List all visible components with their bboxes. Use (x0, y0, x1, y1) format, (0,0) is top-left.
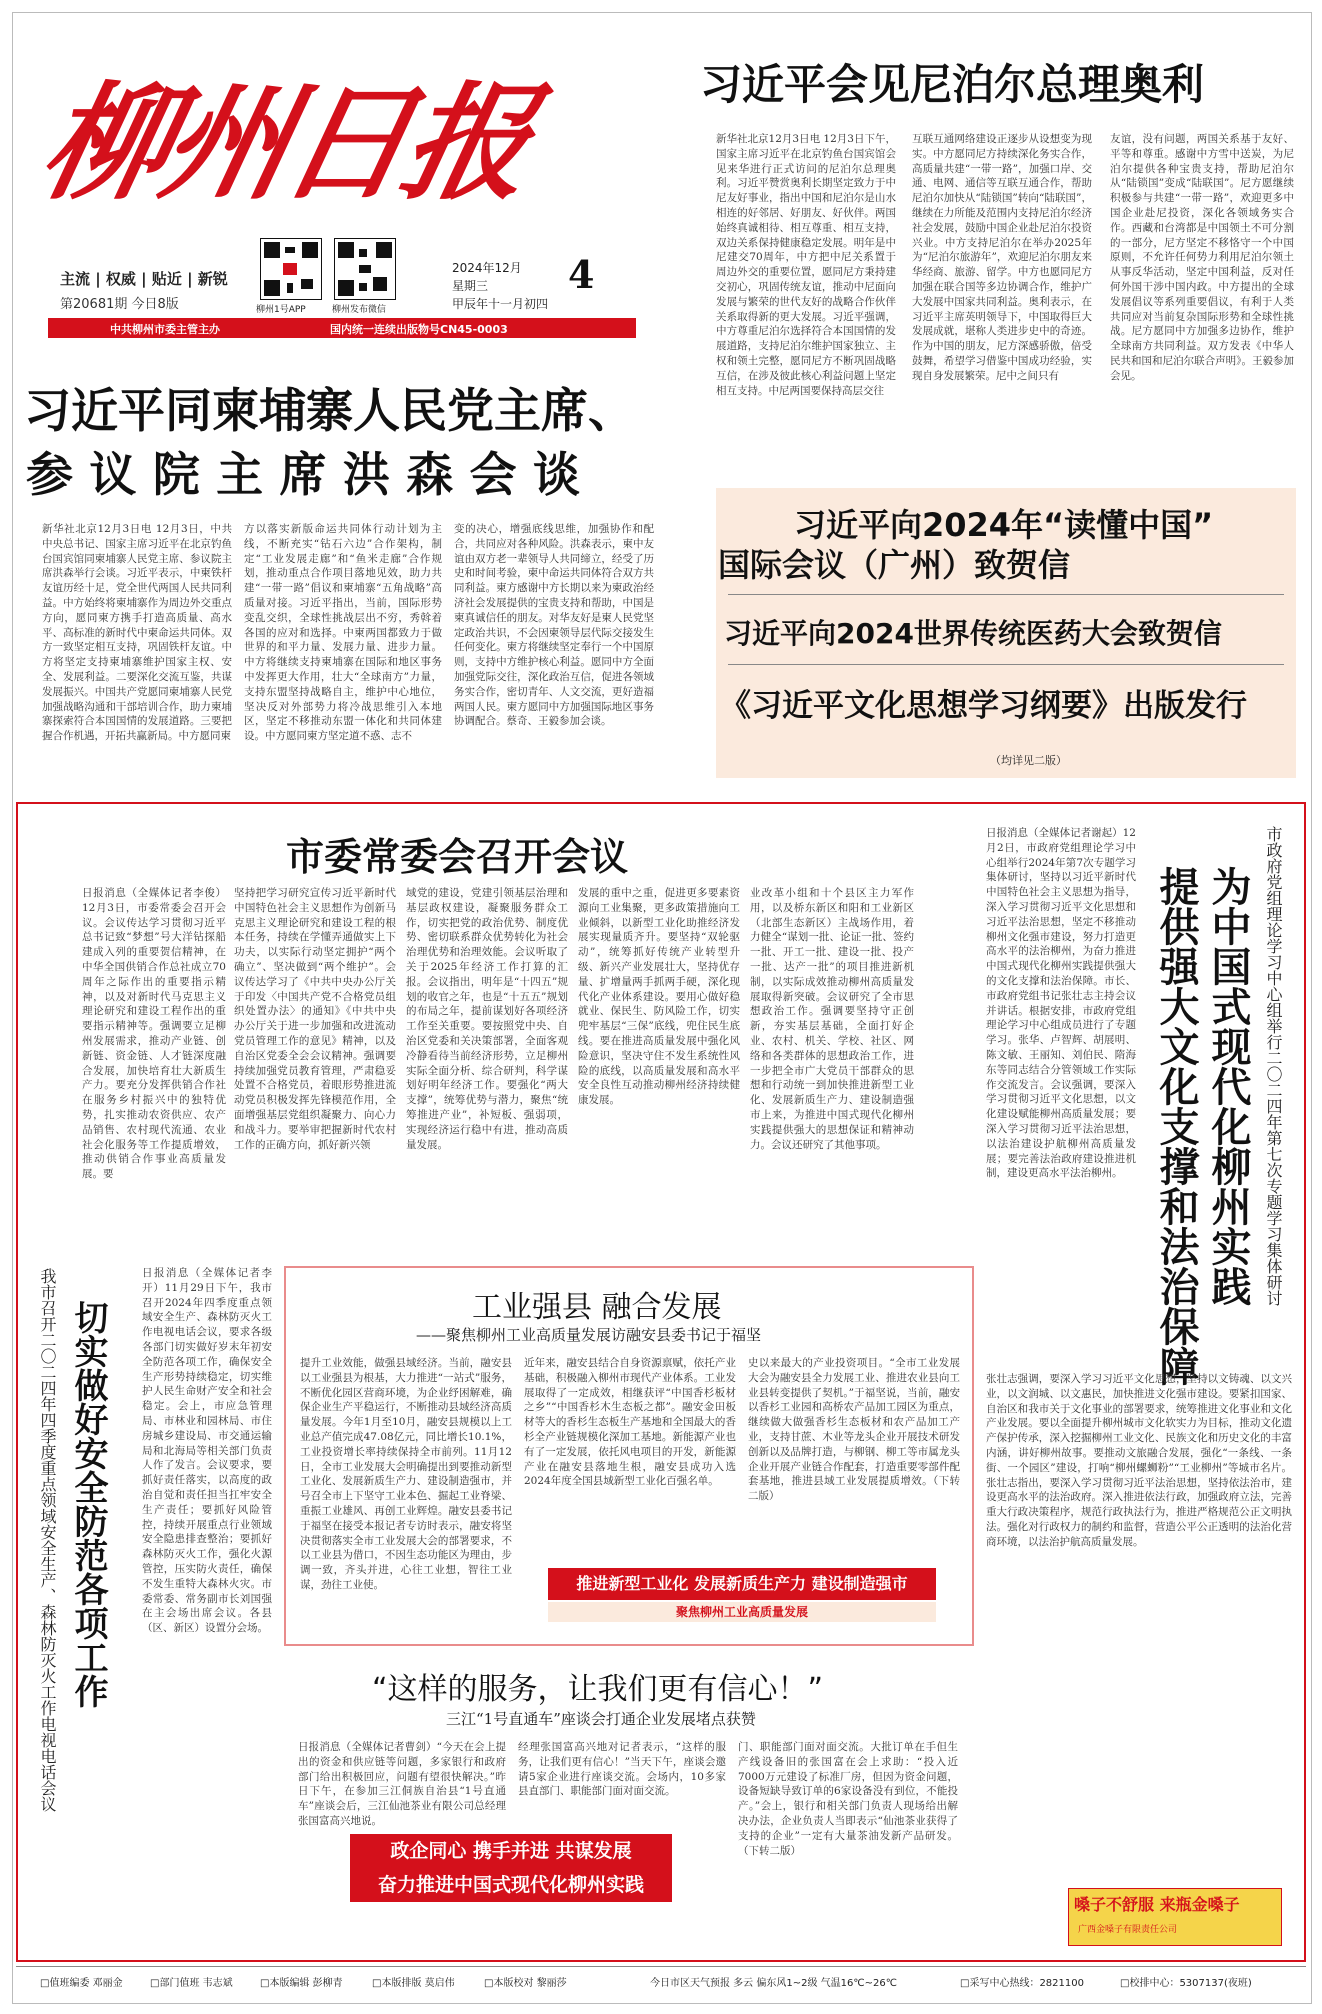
theory-headline-2: 提供强大文化支撑和法治保障 (1153, 866, 1199, 1386)
hunsen-col-2: 方以落实新版命运共同体行动计划为主线，不断充实“钻石六边”合作架构，制定“工业发展走廊”和“鱼米走廊”合作规划，推动重点合作项目落地见效，助力共建“一带一路”倡议和柬埔寨“五角战略”高质量对接。习近平指出，当前，国际形势变乱交织，全球性挑战层出不穷，秀斡着各国的应对和选择。中柬两国都致力于做世界的和平力量、发展力量、进步力量。中方将继续支持柬埔寨在国际和地区事务中发挥更大作用，壮大“全球南方”力量，支持东盟坚持战略自主，维护中心地位，坚决反对外部势力将冷战思维引入本地区，坚定不移推动东盟一体化和共同体建设。中方愿同柬方坚定道不惑、志不 (244, 523, 442, 743)
cn-number: 国内统一连续出版物号CN45-0003 (330, 323, 508, 336)
nepal-col-2: 互联互通网络建设正逐步从设想变为现实。中方愿同尼方持续深化务实合作，高质量共建“一带一路”，加强口岸、交通、电网、通信等互联互通合作，帮助尼泊尔加快从“陆锁国”转向“陆联国”，继续在力所能及范围内支持尼泊尔经济社会发展，鼓励中国企业赴尼泊尔投资兴业。中方支持尼泊尔在举办2025年为“尼泊尔旅游年”，欢迎尼泊尔朋友来华经商、旅游、留学。中方也愿同尼方加强在联合国等多边协调合作，维护广大发展中国家共同利益。奥利表示，在习近平主席英明领导下，中国取得巨大发展成就，堪称人类进步史中的奇迹。作为中国的朋友，尼方深感骄傲，倍受鼓舞，希望学习借鉴中国成功经验，实现自身发展繁荣。尼中之间只有 (912, 133, 1092, 382)
industry-col-3: 史以来最大的产业投资项目。“全市工业发展大会为融安县全力发展工业、推进农业县向工业县转变提供了契机。”于福坚说，当前，融安以香杉工业园和高桥农产品加工园区为重点，继续做大做强香杉生态板材和农产品加工产业，支持甘蔗、木业等龙头企业开展技术研发创新以及品牌打造，与柳钢、柳工等市属龙头企业开展产业链合作配套，打造重要零部件配套基地，推进县域工业发展提质增效。（下转二版） (748, 1357, 960, 1503)
headline-hunsen-2: 参 议 院 主 席 洪 森 会 谈 (26, 448, 580, 503)
qr1-label: 柳州1号APP (256, 305, 306, 315)
footer-rule (16, 1966, 1306, 1967)
standing-col-5: 业改革小组和十个县区主力军作用，以及桥东新区和阳和工业新区（北部生态新区）主战场作用，着力健全“谋划一批、论证一批、签约一批、开工一批、建设一批、投产一批、达产一批”的项目推进新机制，以实际成效推动柳州高质量发展取得新突破。会议研究了全市思想政治工作。强调要坚持守正创新，夯实基层基础，全面打好企业、农村、机关、学校、社区、网络和各类群体的思想政治工作，进一步把全市广大党员干部群众的思想和行动统一到加快推进新型工业化、发展新质生产力、建设制造强市上来，为推进中国式现代化柳州实践提供强大的思想保证和精神动力。会议还研究了其他事项。 (750, 887, 914, 1151)
greeting-1b: 国际会议（广州）致贺信 (718, 546, 1071, 584)
footer-editor-on-duty: □值班编委 邓丽金 (40, 1978, 123, 1989)
safety-body: 日报消息（全媒体记者李开）11月29日下午，我市召开2024年四季度重点领域安全生产、森林防灭火工作电视电话会议，要求各级各部门切实做好岁末年初安全防范各项工作，确保安全生产形势持续稳定，切实维护人民生命财产安全和社会稳定。会上，市应急管理局、市林业和园林局、市住房城乡建设局、市交通运输局和北海局等相关部门负责人作了发言。会议要求，要抓好责任落实，以高度的政治自觉和责任担当扛牢安全生产责任；要抓好风险管控，持续开展重点行业领域安全隐患排查整治；要抓好森林防灭火工作，强化火源管控，压实防火责任，确保不发生重特大森林火灾。市委常委、常务副市长刘国强在主会场出席会议。各县（区、新区）设置分会场。 (142, 1267, 272, 1635)
footer-dept: □部门值班 韦志斌 (150, 1978, 233, 1989)
greetings-note: （均详见二版） (990, 754, 1067, 767)
greeting-2: 习近平向2024世界传统医药大会致贺信 (724, 617, 1222, 650)
service-col-1: 日报消息（全媒体记者曹剑）“今天在会上提出的资金和供应链等问题，多家银行和政府部门给出积极回应，问题有望很快解决。”昨日下午，在参加三江侗族自治县“1号直通车”座谈会后，三江仙池茶业有限公司总经理张国富高兴地说。 (298, 1741, 506, 1827)
safety-subhead: 我市召开二〇二四年四季度重点领域安全生产、森林防灭火工作电视电话会议 (38, 1268, 57, 1812)
standing-col-1: 日报消息（全媒体记者李俊）12月3日，市委常委会召开会议。会议传达学习贯彻习近平总书记致“梦想”号大洋钻探船建成入列的重要贺信精神，在中华全国供销合作总社成立70周年之际作出的重要指示精神，以及对新时代马克思主义理论研究和建设工程作出的重要指示精神等。强调要立足柳州发展需求，推动产业链、创新链、资金链、人才链深度融合发展，加快培育壮大新质生产力。要充分发挥供销合作社在服务乡村振兴中的独特优势，扎实推动农资供应、农产品销售、农村现代流通、农业社会化服务等工作提质增效，推动供销合作事业高质量发展。要 (82, 887, 226, 1181)
industry-headline: 工业强县 融合发展 (472, 1290, 722, 1325)
nepal-col-3: 友谊，没有问题，两国关系基于友好、平等和尊重。感谢中方雪中送炭，为尼泊尔提供各种宝贵支持，帮助尼泊尔从“陆锁国”变成“陆联国”。尼方愿继续积极参与共建“一带一路”，欢迎更多中国企业赴尼投资，深化各领域务实合作。西藏和台湾都是中国领土不可分割的一部分，尼方坚定不移恪守一个中国原则，不允许任何势力利用尼泊尔领土从事反华活动，坚定中国利益，反对任何外国干涉中国内政。中方提出的全球发展倡议等系列重要倡议，有利于人类共同应对当前复杂国际形势和全球性挑战。尼方愿同中方加强多边协作，维护全球南方共同利益。双方发表《中华人民共和国和尼泊尔联合声明》。王毅参加会见。 (1110, 133, 1294, 382)
standing-col-4: 发展的重中之重，促进更多要素资源向工业集聚，更多政策措施向工业倾斜，以新型工业化助推经济发展实现量质齐升。要坚持“双轮驱动”，统筹抓好传统产业转型升级、新兴产业发展壮大，坚持优存量、扩增量两手抓两手硬，深化现代化产业体系建设。要用心做好稳就业、保民生、防风险工作，切实兜牢基层“三保”底线，兜住民生底线。要在推进高质量发展中强化风险意识，坚决守住不发生系统性风险的底线，以高质量发展和高水平安全良性互动推动柳州经济持续健康发展。 (578, 887, 740, 1107)
qr-code-icon (334, 238, 396, 300)
industry-subhead: ——聚焦柳州工业高质量发展访融安县委书记于福坚 (416, 1326, 762, 1344)
footer-editor: □本版编辑 彭柳青 (260, 1978, 343, 1989)
footer-proof: □本版校对 黎丽莎 (484, 1978, 567, 1989)
date: 2024年12月 (452, 261, 522, 275)
footer-night: □校排中心：5307137(夜班) (1120, 1978, 1252, 1989)
footer-hotline: □采写中心热线：2821100 (960, 1978, 1084, 1989)
hunsen-col-3: 变的决心，增强底线思维，加强协作和配合，共同应对各种风险。洪森表示，柬中友谊由双方老一辈领导人共同缔立，经受了历史和时间考验，柬中命运共同体符合双方共同利益。柬方感谢中方长期以来为柬政治经济社会发展提供的宝贵支持和帮助，中国是柬真诚信任的朋友。对华友好是柬人民党坚定政治共识，不会因柬领导层代际交接发生任何变化。柬方将继续坚定奉行一个中国原则，支持中方维护核心利益。愿同中方全面加强党际交往，深化政治互信，促进各领域务实合作，密切青年、人文交流，更好造福两国人民。柬方愿同中方加强国际地区事务协调配合。蔡奇、王毅参加会谈。 (454, 523, 654, 728)
industry-col-2: 近年来，融安县结合自身资源禀赋，依托产业基础，积极融入柳州市现代产业体系。工业发展取得了一定成效，相继获评“中国香杉板材之乡”“中国香杉木生态板之都”。融安金田板材等大的香杉生态板生产基地和全国最大的香杉全产业链规模化深加工基地。新能源产业也有了一定发展，依托风电项目的开发，新能源产业在融安县落地生根，融安县成功入选2024年度全国县域新型工业化百强名单。 (524, 1357, 736, 1488)
footer-layout: □本版排版 莫启伟 (372, 1978, 455, 1989)
theory-subhead: 市政府党组理论学习中心组举行二〇二四年第七次专题学习集体研讨 (1264, 826, 1283, 1306)
standing-col-2: 坚持把学习研究宣传习近平新时代中国特色社会主义思想作为创新马克思主义理论研究和建设工程的根本任务，持续在学懂弄通做实上下功夫，以实际行动坚定拥护“两个确立”、坚决做到“两个维护”。会议传达学习了《中共中央办公厅关于印发〈中国共产党不合格党员组织处置办法〉的通知》《中共中央办公厅关于进一步加强和改进流动党员管理工作的意见》精神，以及自治区党委全会会议精神。强调要持续加强党员教育管理，严肃稳妥处置不合格党员，着眼形势推进流动党员积极发挥先锋模范作用，全面增强基层党组织凝聚力、向心力和战斗力。要举审把握新时代农村工作的正确方向，抓好新兴领 (234, 887, 396, 1151)
divider (728, 664, 1284, 665)
divider (728, 594, 1284, 595)
theory-col-2: 张壮志强调，要深入学习习近平文化思想，坚持以文铸魂、以文兴业，以文润城、以文惠民，加快推进文化强市建设。要紧扣国家、自治区和我市关于文化事业的部署要求，统筹推进文化事业和文化产业发展。要以全面提升柳州城市文化软实力为目标，推动文化遗产保护传承，深入挖掘柳州工业文化、民族文化和历史文化的丰富内涵，讲好柳州故事。要推动文旅融合发展，强化“一条线、一条街、一个园区”建设，打响“柳州螺蛳粉”“工业柳州”等城市名片。张壮志指出，要深入学习贯彻习近平法治思想，坚持依法治市，建设更高水平的法治政府。深入推进依法行政，加强政府立法，完善重大行政决策程序，规范行政执法行为，推进严格规范公正文明执法。强化对行政权力的制约和监督，营造公平公正透明的法治化营商环境，以法治护航高质量发展。 (986, 1373, 1292, 1548)
lunar-date: 甲辰年十一月初四 (452, 297, 549, 311)
masthead-issue: 第20681期 今日8版 (60, 297, 179, 312)
service-col-3: 门、职能部门面对面交流。大批订单在手但生产线设备旧的张国富在会上求助：“投入近7000万元建设了标准厂房，但因为资金问题，设备短缺导致订单的6家设备没有到位，不能投产。”会上，银行和相关部门负责人现场给出解决办法，企业负责人当即表示“仙池茶业获得了支持的企业”一定有大量茶油发新产品研发。（下转二版） (738, 1741, 958, 1857)
weekday: 星期三 (452, 279, 489, 293)
headline-hunsen-1: 习近平同柬埔寨人民党主席、 (24, 384, 635, 439)
greeting-1: 习近平向2024年“读懂中国” (794, 506, 1214, 544)
theory-col-1: 日报消息（全媒体记者谢起）12月2日，市政府党组理论学习中心组举行2024年第7次专题学习集体研讨，坚持以习近平新时代中国特色社会主义思想为指导，深入学习贯彻习近平文化思想和习近平法治思想，坚定不移推动柳州文化强市建设，努力打造更高水平的法治柳州，为奋力推进中国式现代化柳州实践提供强大的文化支撑和法治保障。市长、市政府党组书记张壮志主持会议并讲话。根据安排，市政府党组理论学习中心组成员进行了专题学习。张华、卢智辉、胡展明、陈文敏、王丽知、刘伯民、隋海东等同志结合分管领域工作实际作交流发言。会议强调，要深入学习贯彻习近平文化思想，以文化建设赋能柳州高质量发展；要深入学习贯彻习近平法治思想，以法治建设护航柳州高质量发展；要完善法治政府建设推进机制，建设更高水平法治柳州。 (986, 827, 1136, 1180)
masthead-slogan: 主流 | 权威 | 贴近 | 新锐 (60, 270, 228, 288)
greeting-3: 《习近平文化思想学习纲要》出版发行 (720, 688, 1247, 724)
nepal-col-1: 新华社北京12月3日电 12月3日下午，国家主席习近平在北京钓鱼台国宾馆会见来华进行正式访问的尼泊尔总理奥利。习近平赞赏奥利长期坚定致力于中尼友好事业，指出中国和尼泊尔是山水相连的好邻居、好朋友、好伙伴。两国始终真诚相待、相互尊重、相互支持，双边关系保持健康稳定发展。明年是中尼建交70周年，中方把中尼关系置于周边外交的重要位置，愿同尼方秉持建交初心，巩固传统友谊，推动中尼面向发展与繁荣的世代友好的战略合作伙伴关系取得新的更大发展。习近平强调，中方尊重尼泊尔选择符合本国国情的发展道路，支持尼泊尔维护国家独立、主权和领土完整，愿同尼方不断巩固战略互信，在涉及彼此核心利益问题上坚定相互支持。中尼两国要保持高层交往 (716, 133, 896, 397)
service-banner-2: 奋力推进中国式现代化柳州实践 (350, 1868, 672, 1902)
masthead-logo: 柳州日报 (29, 69, 541, 217)
safety-headline: 切实做好安全防范各项工作 (68, 1300, 108, 1708)
service-banner-1: 政企同心 携手并进 共谋发展 (350, 1834, 672, 1868)
ad-small: 广西金嗓子有限责任公司 (1078, 1925, 1178, 1935)
publisher: 中共柳州市委主管主办 (110, 323, 220, 336)
qr2-label: 柳州发布微信 (332, 305, 387, 315)
service-col-2: 经理张国富高兴地对记者表示，“这样的服务，让我们更有信心！”当天下午，座谈会邀请5家企业进行座谈交流。会场内，10多家县直部门、职能部门面对面交流。 (518, 1741, 726, 1798)
hunsen-col-1: 新华社北京12月3日电 12月3日，中共中央总书记、国家主席习近平在北京钓鱼台国宾馆同柬埔寨人民党主席、参议院主席洪森举行会谈。习近平表示，中柬铁杆友谊历经十足，党全世代两国人民共同利益。中方始终将柬埔寨作为周边外交重点方向，愿同柬方携手打造高质量、高水平、高标准的新时代中柬命运共同体。双方一致坚定相互支持，巩固铁杆友谊。中方将坚定支持柬埔寨维护国家主权、安全、发展利益。二要深化交流互鉴，共谋发展振兴。中国共产党愿同柬埔寨人民党加强战略沟通和干部培训合作，助力柬埔寨探索符合本国国情的发展道路。三要把握合作机遇，开拓共赢新局。中方愿同柬 (42, 523, 232, 743)
standing-col-3: 域党的建设，党建引领基层治理和基层政权建设，凝聚服务群众工作，切实把党的政治优势、制度优势、密切联系群众优势转化为社会治理优势和治理效能。会议听取了关于2025年经济工作打算的汇报。会议指出，明年是“十四五”规划的收官之年，也是“十五五”规划的布局之年，提前谋划好各项经济工作至关重要。要按照党中央、自治区党委和关决策部署，全面客观冷静看待当前经济形势，立足柳州实际全面分析、综合研判，科学谋划好明年经济工作。要强化“两大支撑”，统筹优势与潜力，聚焦“统筹推进产业”，补短板、强弱项，实现经济运行稳中有进，推动高质量发展。 (406, 887, 568, 1151)
day-number: 4 (568, 252, 595, 297)
theory-headline-1: 为中国式现代化柳州实践 (1205, 866, 1251, 1306)
qr-code-icon (260, 238, 322, 300)
footer-weather: 今日市区天气预报 多云 偏东风1~2级 气温16℃~26℃ (650, 1978, 897, 1989)
ad-text: 嗓子不舒服 来瓶金嗓子 (1074, 1895, 1240, 1914)
industry-banner-sub: 聚焦柳州工业高质量发展 (548, 1602, 936, 1622)
service-headline: “这样的服务，让我们更有信心！” (372, 1672, 824, 1707)
headline-standing-committee: 市委常委会召开会议 (286, 835, 629, 879)
industry-banner: 推进新型工业化 发展新质生产力 建设制造强市 (548, 1568, 936, 1600)
industry-col-1: 提升工业效能，做强县域经济。当前，融安县以工业强县为根基，大力推进“一站式”服务，不断优化园区营商环境，为企业纾困解难，确保企业生产平稳运行，不断推动县域经济高质量发展。今年1月至10月，融安县规模以上工业总产值完成47.08亿元，同比增长10.1%，工业投资增长率持续保持全市前列。11月12日，全市工业发展大会明确提出到要推动新型工业化、发展新质生产力、建设制造强市，并号召全市上下坚守工业本色、掘起工业脊梁、重振工业雄风、再创工业辉煌。融安县委书记于福坚在接受本报记者专访时表示，融安将坚决贯彻落实全市工业发展大会的部署要求，不以工业县为借口，不因生态功能区为理由，步调一致，齐头并进，心往工业想，智往工业谋，劲往工业使。 (300, 1357, 512, 1591)
headline-nepal: 习近平会见尼泊尔总理奥利 (700, 60, 1205, 109)
service-subhead: 三江“1号直通车”座谈会打通企业发展堵点获赞 (446, 1710, 756, 1728)
